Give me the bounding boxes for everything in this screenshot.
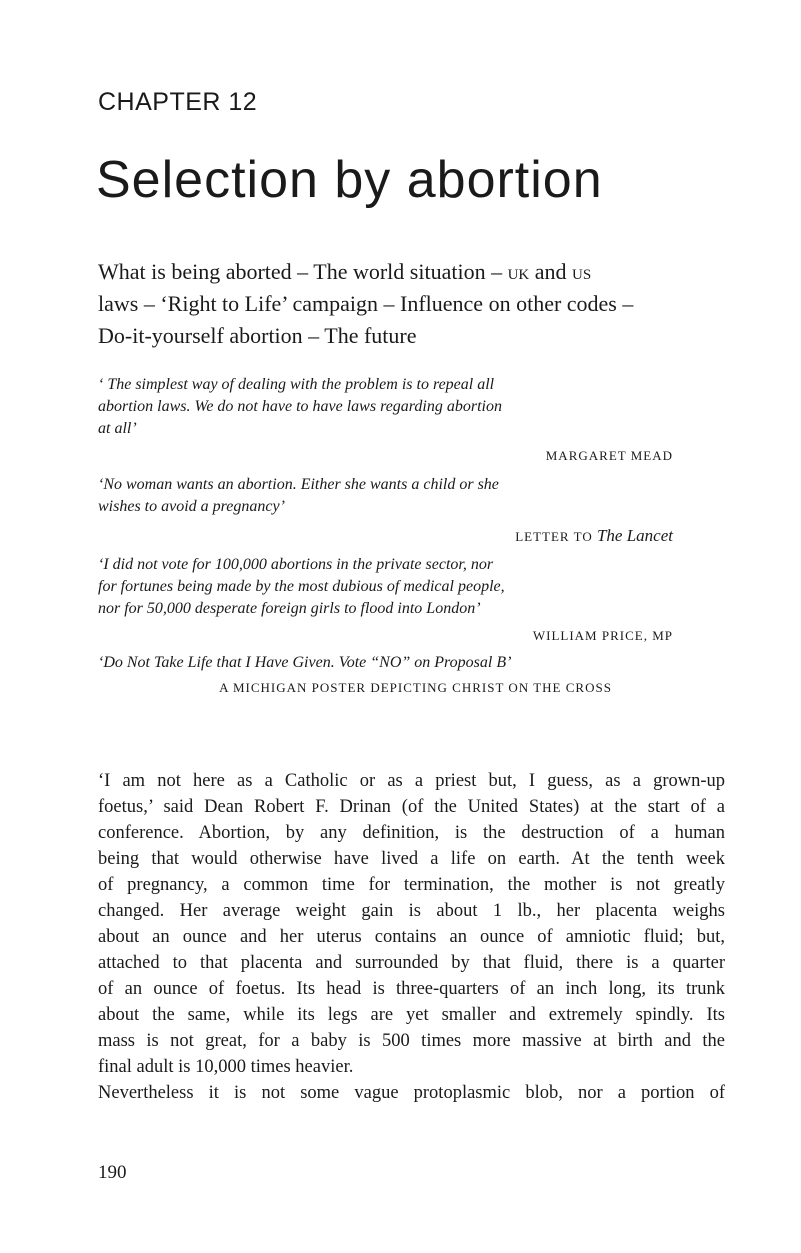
epigraph-line: ‘Do Not Take Life that I Have Given. Vote “NO” on Proposal B’: [98, 654, 512, 671]
synopsis-line: What is being aborted – The world situation – uk and us: [98, 259, 592, 284]
body-line: mass is not great, for a baby is 500 times more massive at birth and the: [98, 1031, 725, 1051]
body-line: foetus,’ said Dean Robert F. Drinan (of the United States) at the start of a: [98, 797, 725, 817]
epigraph-attribution: MARGARET MEAD: [545, 448, 673, 463]
body-line: final adult is 10,000 times heavier.: [98, 1057, 354, 1077]
epigraph-mead: [98, 374, 673, 464]
epigraph-attribution: A MICHIGAN POSTER DEPICTING CHRIST ON THE CROSS: [219, 680, 612, 695]
chapter-label: CHAPTER 12: [98, 88, 258, 116]
epigraph-line: ‘No woman wants an abortion. Either she wants a child or she: [98, 476, 499, 493]
abbrev-us: us: [572, 259, 592, 284]
body-line: of pregnancy, a common time for termination, the mother is not greatly: [98, 875, 725, 895]
chapter-synopsis: [98, 256, 723, 352]
epigraph-line: for fortunes being made by the most dubious of medical people,: [98, 578, 505, 595]
epigraph-line: at all’: [98, 420, 137, 437]
synopsis-line: laws – ‘Right to Life’ campaign – Influence on other codes –: [98, 291, 634, 316]
epigraph-poster: [98, 652, 673, 696]
epigraph-attribution: LETTER TO The Lancet: [515, 526, 673, 545]
body-line: of an ounce of foetus. Its head is three-quarters of an inch long, its trunk: [98, 979, 725, 999]
body-line: attached to that placenta and surrounded by that fluid, there is a quarter: [98, 953, 725, 973]
body-line: about the same, while its legs are yet smaller and extremely spindly. Its: [98, 1005, 725, 1025]
body-line: ‘I am not here as a Catholic or as a priest but, I guess, as a grown-up: [98, 771, 725, 791]
body-line: conference. Abortion, by any definition, is the destruction of a human: [98, 823, 725, 843]
epigraph-price: [98, 554, 673, 644]
epigraph-attribution: WILLIAM PRICE, MP: [532, 628, 673, 643]
epigraph-line: wishes to avoid a pregnancy’: [98, 498, 285, 515]
abbrev-uk: uk: [507, 259, 530, 284]
epigraph-line: abortion laws. We do not have to have laws regarding abortion: [98, 398, 502, 415]
body-text: [98, 768, 725, 1106]
body-line: Nevertheless it is not some vague protoplasmic blob, nor a portion of: [98, 1083, 725, 1103]
body-line: changed. Her average weight gain is about 1 lb., her placenta weighs: [98, 901, 725, 921]
epigraph-line: ‘ The simplest way of dealing with the problem is to repeal all: [98, 376, 495, 393]
page-number: 190: [98, 1162, 127, 1183]
body-line: about an ounce and her uterus contains an ounce of amniotic fluid; but,: [98, 927, 725, 947]
synopsis-line: Do-it-yourself abortion – The future: [98, 323, 417, 348]
epigraph-line: ‘I did not vote for 100,000 abortions in the private sector, nor: [98, 556, 494, 573]
chapter-title: Selection by abortion: [96, 151, 603, 209]
body-line: being that would otherwise have lived a life on earth. At the tenth week: [98, 849, 725, 869]
journal-name: The Lancet: [596, 526, 673, 545]
epigraph-lancet: [98, 474, 673, 546]
epigraph-line: nor for 50,000 desperate foreign girls to flood into London’: [98, 600, 481, 617]
